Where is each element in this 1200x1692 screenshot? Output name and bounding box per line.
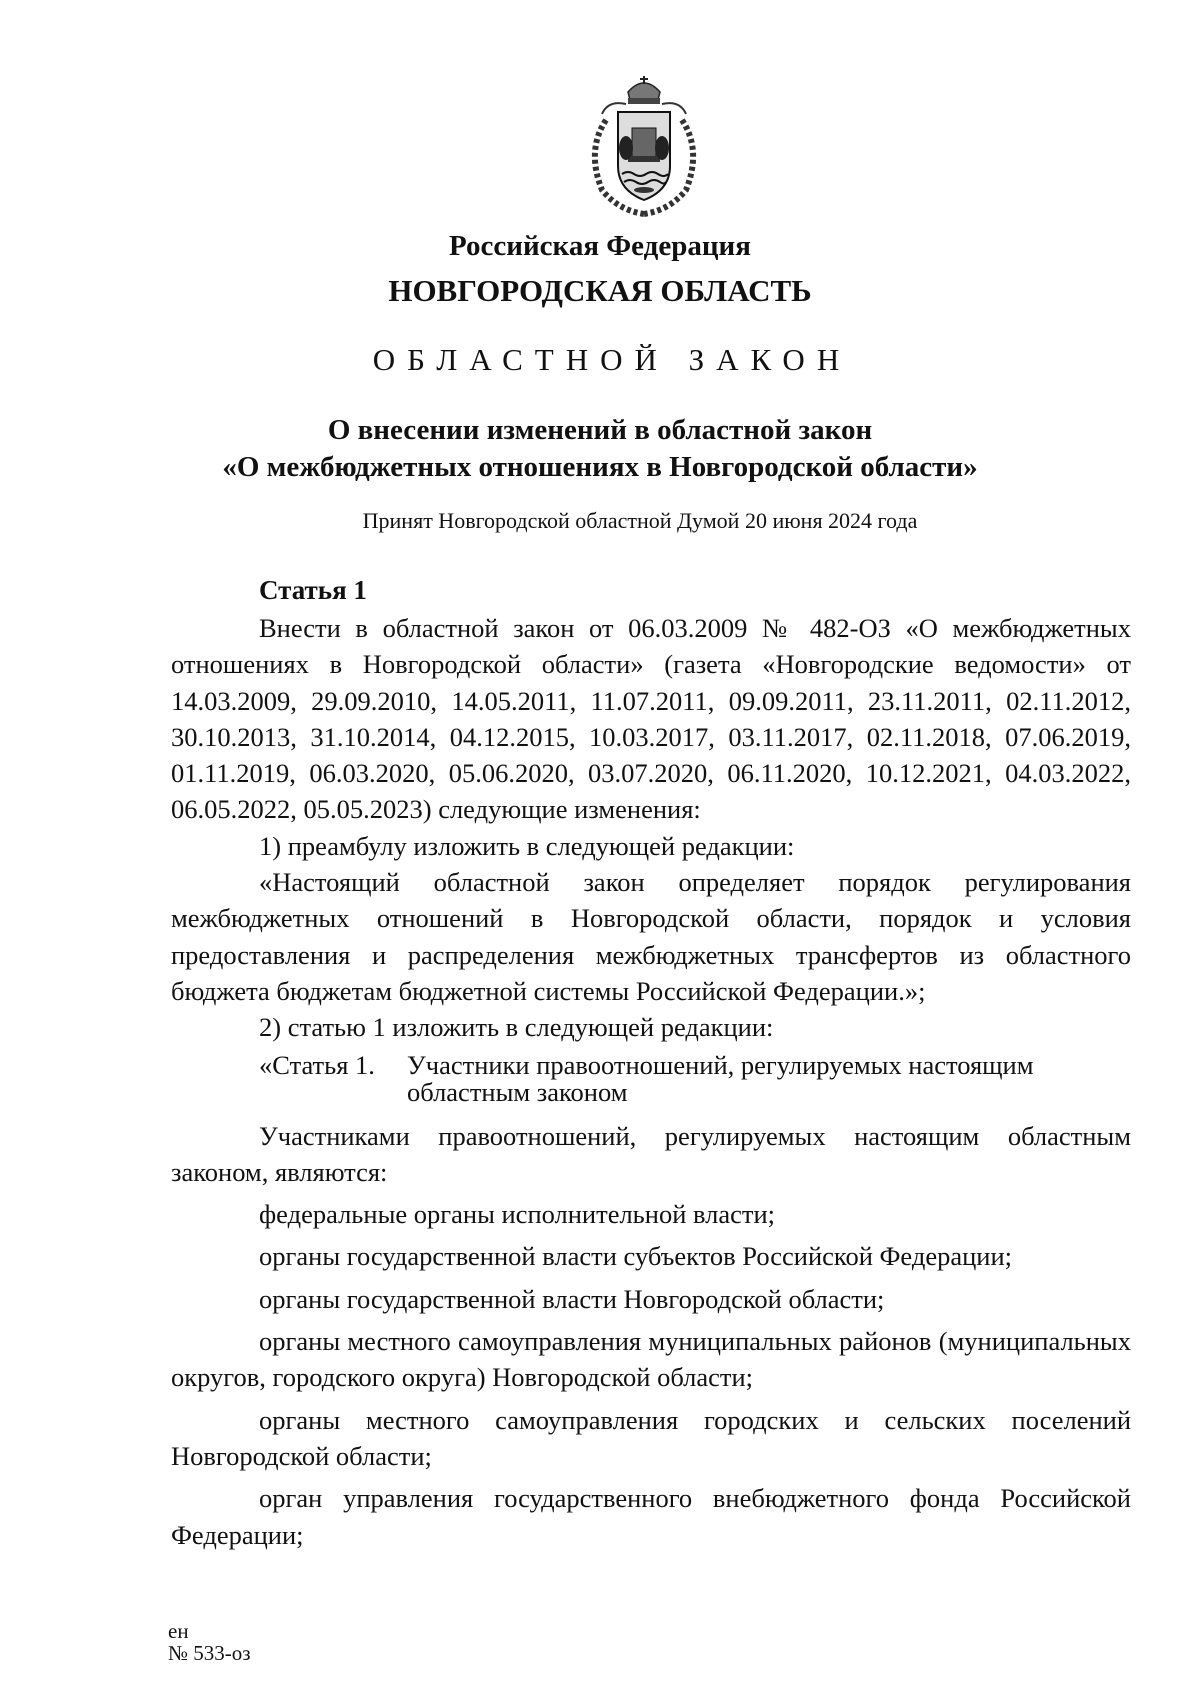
- title-line-2: «О межбюджетных отношениях в Новгородской области»: [222, 451, 978, 483]
- footer-code: ен: [168, 1619, 189, 1643]
- article-heading: Статья 1: [259, 575, 367, 605]
- list-item: органы местного самоуправления муниципальных районов (муниципальных округов, городского округа) Новгородской области;: [171, 1326, 1131, 1393]
- new-article-heading: [171, 1049, 1131, 1107]
- list-item: органы местного самоуправления городских и сельских поселений Новгородской области;: [171, 1404, 1131, 1471]
- participants-intro: Участниками правоотношений, регулируемых настоящим областным законом, являются:: [171, 1120, 1131, 1187]
- article-intro: Внести в областной закон от 06.03.2009 № 482-ОЗ «О межбюджетных отношениях в Новгородской области» (газета «Новгородские ведомости» от 14.03.2009, 29.09.2010, 14.05.2011, 11.07.2011, 09.09.2011, 23.11.2011, 02.11.2012, 30.10.2013, 31.10.2014, 04.12.2015, 10.03.2017, 03.11.2017, 02.11.2018, 07.06.2019, 01.11.2019, 06.03.2020, 05.06.2020, 03.07.2020, 06.11.2020, 10.12.2021, 04.03.2022, 06.05.2022, 05.05.2023) следующие изменения:: [171, 613, 1131, 825]
- new-article-title: Участники правоотношений, регулируемых настоящим областным законом: [407, 1049, 1034, 1107]
- new-article-number: «Статья 1.: [259, 1049, 375, 1080]
- region-name: НОВГОРОДСКАЯ ОБЛАСТЬ: [388, 273, 812, 308]
- list-item: органы государственной власти Новгородской области;: [259, 1283, 885, 1314]
- preamble-text: «Настоящий областной закон определяет порядок регулирования межбюджетных отношений в Новгородской области, порядок и условия предоставления и распределения межбюджетных трансфертов из областного бюджета бюджетам бюджетной системы Российской Федерации.»;: [171, 867, 1131, 1006]
- document-title: [0, 412, 1200, 486]
- coat-of-arms-icon: [568, 70, 720, 220]
- document-type: ОБЛАСТНОЙ ЗАКОН: [372, 342, 852, 377]
- list-item: федеральные органы исполнительной власти;: [259, 1199, 776, 1230]
- amendment-item-2: 2) статью 1 изложить в следующей редакции:: [259, 1012, 774, 1043]
- document-body: [171, 572, 1131, 1553]
- country-name: Российская Федерация: [449, 230, 751, 262]
- participants-list: [171, 1196, 1131, 1553]
- document-footer: [168, 1620, 251, 1664]
- list-item: орган управления государственного внебюджетного фонда Российской Федерации;: [171, 1483, 1131, 1550]
- law-number: № 533-оз: [168, 1641, 251, 1665]
- adoption-note: Принят Новгородской областной Думой 20 июня 2024 года: [362, 508, 918, 533]
- amendment-item-1: 1) преамбулу изложить в следующей редакции:: [259, 830, 795, 861]
- list-item: органы государственной власти субъектов Российской Федерации;: [259, 1241, 1013, 1272]
- title-line-1: О внесении изменений в областной закон: [327, 414, 873, 446]
